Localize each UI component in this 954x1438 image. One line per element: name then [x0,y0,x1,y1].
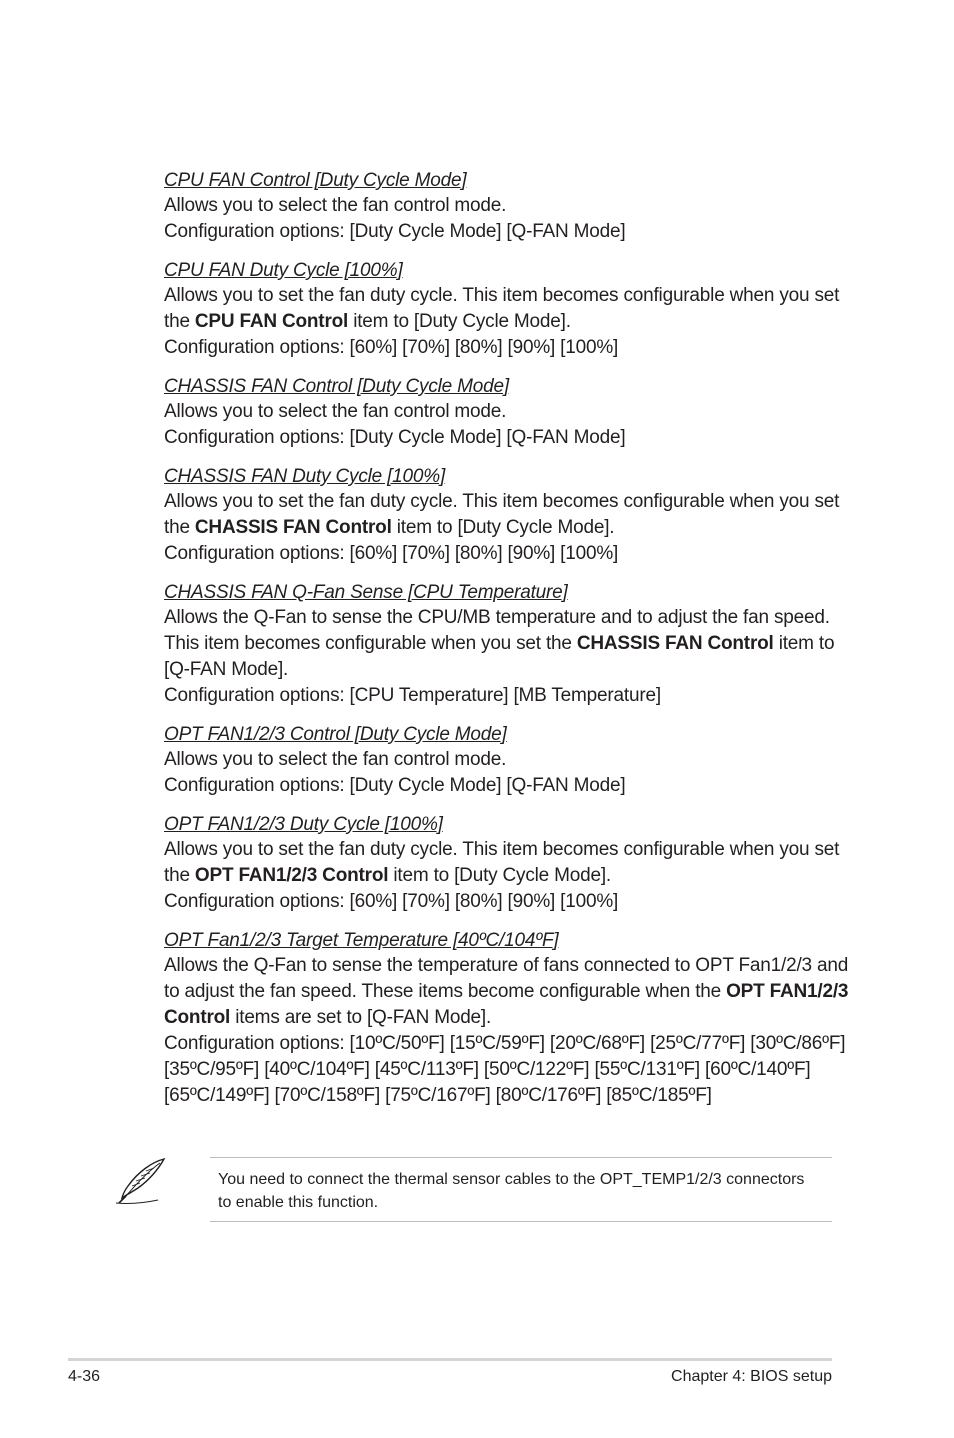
bold-setting-name: CHASSIS FAN Control [194,517,392,538]
quill-pen-icon [114,1156,170,1206]
item-options: Configuration options: [CPU Temperature] [MB Temperature] [164,685,661,706]
bios-item-cpu-fan-control [164,168,854,245]
item-options: Configuration options: [60%] [70%] [80%] [90%] [100%] [164,543,619,564]
bios-item-chassis-fan-q-fan-sense [164,580,854,709]
note-box [210,1157,832,1222]
item-title: CPU FAN Duty Cycle [100%] [164,260,403,281]
item-title: OPT Fan1/2/3 Target Temperature [40ºC/104ºF] [164,930,559,951]
item-description: Allows the Q-Fan to sense the temperature of fans connected to OPT Fan1/2/3 and to adjust the fan speed. These items become configurable when the OPT FAN1/2/3 Control items are set to [Q-FAN Mode]. [164,955,849,1028]
bios-item-chassis-fan-control [164,374,854,451]
note-text: You need to connect the thermal sensor cables to the OPT_TEMP1/2/3 connectors to enable this function. [218,1171,805,1211]
item-description: Allows you to select the fan control mode. [164,195,507,216]
bios-item-opt-fan-target-temperature [164,928,854,1109]
bios-item-cpu-fan-duty-cycle [164,258,854,361]
item-description: Allows you to select the fan control mode. [164,749,507,770]
item-options: Configuration options: [60%] [70%] [80%] [90%] [100%] [164,337,619,358]
item-title: CPU FAN Control [Duty Cycle Mode] [164,170,467,191]
item-description: Allows you to set the fan duty cycle. This item becomes configurable when you set the CHASSIS FAN Control item to [Duty Cycle Mode]. [164,491,840,538]
item-options: Configuration options: [60%] [70%] [80%] [90%] [100%] [164,891,619,912]
chapter-label: Chapter 4: BIOS setup [671,1368,832,1385]
bios-item-opt-fan-duty-cycle [164,812,854,915]
page-number: 4-36 [68,1368,101,1385]
item-title: CHASSIS FAN Duty Cycle [100%] [164,466,446,487]
bios-item-list [164,168,854,1122]
item-title: CHASSIS FAN Q-Fan Sense [CPU Temperature] [164,582,568,603]
bold-setting-name: CHASSIS FAN Control [576,633,774,654]
bios-item-opt-fan-control [164,722,854,799]
item-options: Configuration options: [Duty Cycle Mode] [Q-FAN Mode] [164,427,626,448]
item-description: Allows you to set the fan duty cycle. This item becomes configurable when you set the CPU FAN Control item to [Duty Cycle Mode]. [164,285,840,332]
bios-item-chassis-fan-duty-cycle [164,464,854,567]
item-options: Configuration options: [Duty Cycle Mode] [Q-FAN Mode] [164,221,626,242]
bold-setting-name: CPU FAN Control [194,311,349,332]
item-title: CHASSIS FAN Control [Duty Cycle Mode] [164,376,509,397]
item-options: Configuration options: [Duty Cycle Mode] [Q-FAN Mode] [164,775,626,796]
bold-setting-name: OPT FAN1/2/3 Control [164,981,849,1028]
item-description: Allows you to select the fan control mode. [164,401,507,422]
item-title: OPT FAN1/2/3 Control [Duty Cycle Mode] [164,724,507,745]
item-description: Allows the Q-Fan to sense the CPU/MB temperature and to adjust the fan speed. This item becomes configurable when you set the CHASSIS FAN Control item to [Q-FAN Mode]. [164,607,835,680]
item-description: Allows you to set the fan duty cycle. This item becomes configurable when you set the OPT FAN1/2/3 Control item to [Duty Cycle Mode]. [164,839,840,886]
item-title: OPT FAN1/2/3 Duty Cycle [100%] [164,814,443,835]
item-options: Configuration options: [10ºC/50ºF] [15ºC/59ºF] [20ºC/68ºF] [25ºC/77ºF] [30ºC/86ºF] [35ºC/95ºF] [40ºC/104ºF] [45ºC/113ºF] [50ºC/122ºF] [55ºC/131ºF] [60ºC/140ºF] [65ºC/149ºF] [70ºC/158ºF] [75ºC/167ºF] [80ºC/176ºF] [85ºC/185ºF] [164,1033,846,1106]
footer-divider [68,1358,832,1361]
bold-setting-name: OPT FAN1/2/3 Control [194,865,389,886]
